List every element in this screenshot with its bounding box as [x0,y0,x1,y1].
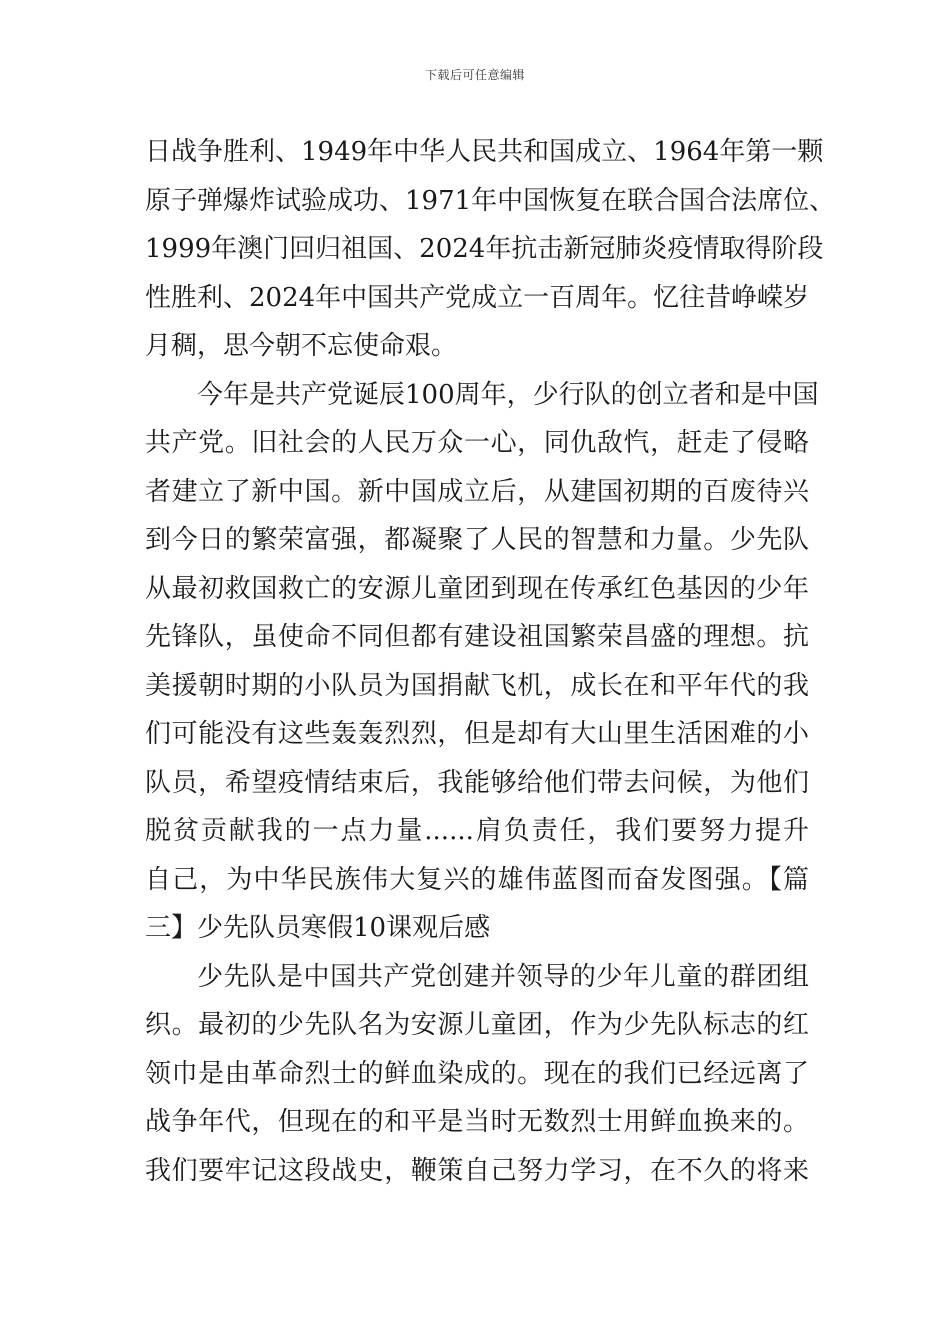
text-line: 月稠，思今朝不忘使命艰。 [145,331,458,361]
text-line: 1999年澳门回归祖国、2024年抗击新冠肺炎疫情取得阶段 [145,234,824,264]
text-line: 自己，为中华民族伟大复兴的雄伟蓝图而奋发图强。【篇 [145,864,809,895]
text-line: 三】少先队员寒假10课观后感 [145,913,491,943]
text-line: 们可能没有这些轰轰烈烈，但是却有大山里生活困难的小 [145,719,809,749]
text-line: 队员，希望疫情结束后，我能够给他们带去问候，为他们 [145,767,809,798]
text-line: 美援朝时期的小队员为国捐献飞机，成长在和平年代的我 [145,670,809,701]
text-line: 战争年代，但现在的和平是当时无数烈士用鲜血换来的。 [145,1107,809,1137]
text-line: 日战争胜利、1949年中华人民共和国成立、1964年第一颗 [145,137,824,167]
text-line: 织。最初的少先队名为安源儿童团，作为少先队标志的红 [145,1010,809,1040]
text-line: 原子弹爆炸试验成功、1971年中国恢复在联合国合法席位、 [145,185,836,216]
text-line: 少先队是中国共产党创建并领导的少年儿童的群团组 [197,961,809,992]
paragraph-2 [145,371,819,953]
text-line: 到今日的繁荣富强，都凝聚了人民的智慧和力量。少先队 [145,525,809,555]
page-header-note: 下载后可任意编辑 [424,68,525,82]
text-line: 我们要牢记这段战史，鞭策自己努力学习，在不久的将来 [145,1155,809,1186]
text-line: 共产党。旧社会的人民万众一心，同仇敌忾，赶走了侵略 [145,428,809,458]
text-line: 者建立了新中国。新中国成立后，从建国初期的百废待兴 [145,476,809,507]
text-line: 从最初救国救亡的安源儿童团到现在传承红色基因的少年 [145,573,809,604]
document-body [145,128,836,1195]
text-line: 脱贫贡献我的一点力量......肩负责任，我们要努力提升 [145,816,809,846]
text-line: 今年是共产党诞辰100周年，少行队的创立者和是中国 [197,379,819,410]
paragraph-3 [145,953,809,1196]
paragraph-1 [145,128,836,371]
text-line: 领巾是由革命烈士的鲜血染成的。现在的我们已经远离了 [145,1058,809,1089]
text-line: 先锋队，虽使命不同但都有建设祖国繁荣昌盛的理想。抗 [145,622,809,652]
text-line: 性胜利、2024年中国共产党成立一百周年。忆往昔峥嵘岁 [145,282,810,313]
